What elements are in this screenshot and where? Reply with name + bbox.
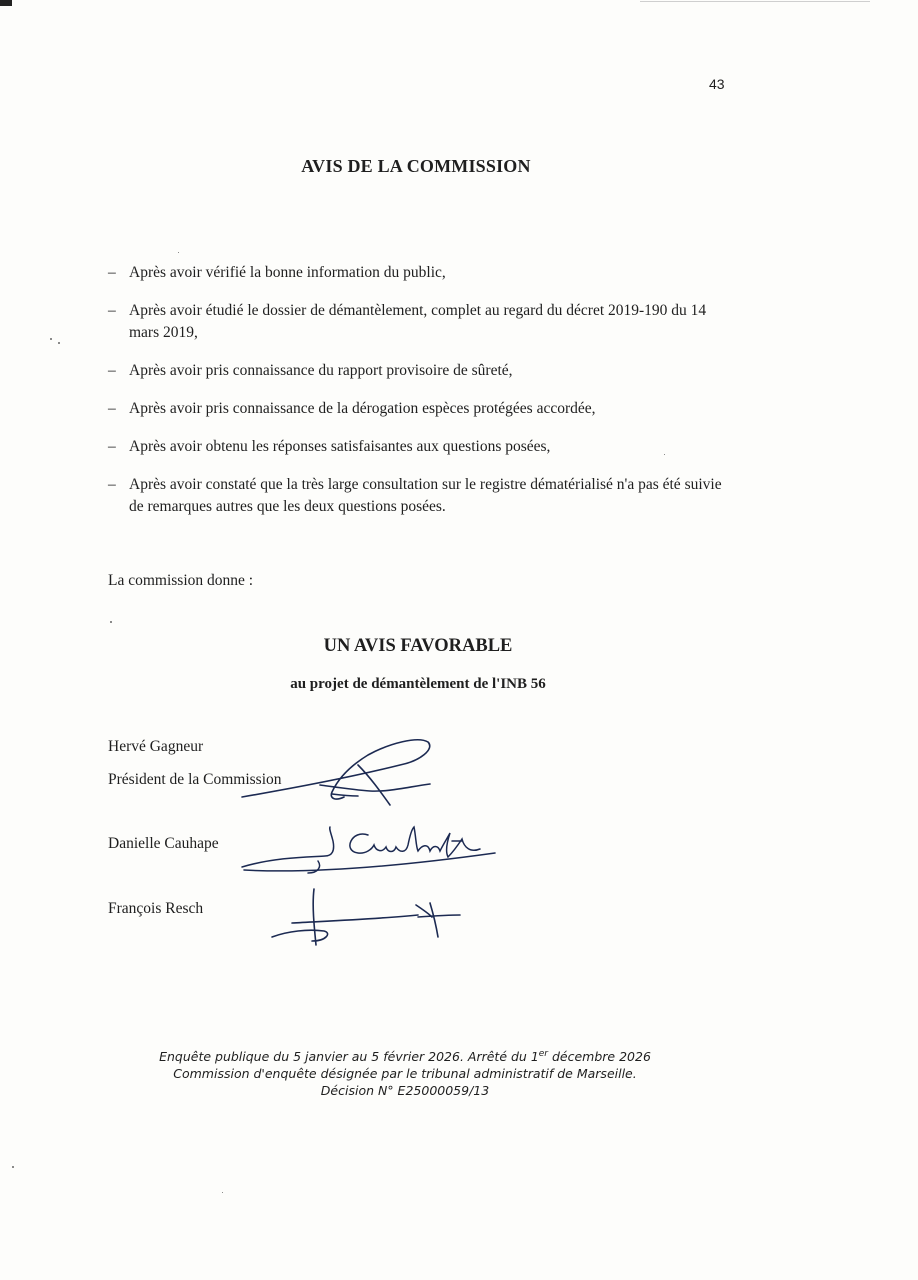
- bullet-dash: –: [108, 362, 116, 379]
- list-item: [108, 300, 733, 344]
- scan-speck: [12, 1166, 14, 1168]
- scan-speck: [178, 252, 179, 253]
- bullet-dash: –: [108, 264, 116, 281]
- footer-line-1: [0, 1046, 810, 1065]
- verdict-subtitle: au projet de démantèlement de l'INB 56: [290, 676, 546, 692]
- footer-line-1-sup: er: [538, 1049, 549, 1059]
- signature-gagneur: [240, 735, 450, 810]
- list-item: [108, 436, 733, 458]
- footer-line-1-suffix: décembre 2026: [548, 1049, 651, 1065]
- member-name-resch: François Resch: [108, 900, 204, 917]
- list-item: [108, 262, 733, 284]
- scan-speck: [110, 621, 112, 623]
- consideration-text: Après avoir pris connaissance de la dérogation espèces protégées accordée,: [129, 400, 596, 417]
- list-item: [108, 474, 733, 518]
- president-role: Président de la Commission: [108, 771, 282, 788]
- verdict-heading: UN AVIS FAVORABLE: [323, 636, 513, 656]
- bullet-dash: –: [108, 476, 116, 493]
- signature-resch: [268, 885, 468, 950]
- consideration-text: Après avoir vérifié la bonne information du public,: [129, 264, 446, 281]
- scan-speck: [222, 1192, 223, 1193]
- footer-line-1-prefix: Enquête publique du 5 janvier au 5 février 2026. Arrêté du 1: [159, 1049, 539, 1065]
- consideration-text: Après avoir étudié le dossier de démantèlement, complet au regard du décret 2019-190 du 14 mars 2019,: [129, 302, 707, 341]
- document-footer: [0, 1046, 810, 1099]
- president-name: Hervé Gagneur: [108, 738, 204, 755]
- bullet-dash: –: [108, 302, 116, 319]
- consideration-text: Après avoir pris connaissance du rapport provisoire de sûreté,: [129, 362, 513, 379]
- list-item: [108, 398, 733, 420]
- scan-speck: [664, 454, 665, 455]
- scan-speck: [58, 342, 60, 344]
- member-name-cauhape: Danielle Cauhape: [108, 835, 219, 852]
- commission-intro: La commission donne :: [108, 572, 254, 589]
- footer-line-3: Décision N° E25000059/13: [320, 1083, 490, 1099]
- bullet-dash: –: [108, 400, 116, 417]
- consideration-text: Après avoir constaté que la très large consultation sur le registre dématérialisé n'a pas été suivie de remarques autres que les deux questions posées.: [129, 476, 722, 515]
- scan-speck: [50, 338, 52, 340]
- consideration-text: Après avoir obtenu les réponses satisfaisantes aux questions posées,: [129, 438, 551, 455]
- page-title: AVIS DE LA COMMISSION: [301, 156, 531, 176]
- scan-edge-line: [640, 1, 870, 2]
- signature-cauhape: [240, 823, 505, 878]
- scan-corner-mark: [0, 0, 12, 6]
- list-item: [108, 360, 733, 382]
- footer-line-2: Commission d'enquête désignée par le tribunal administratif de Marseille.: [173, 1066, 637, 1082]
- page-number: 43: [709, 76, 725, 92]
- bullet-dash: –: [108, 438, 116, 455]
- considerations-list: [108, 262, 733, 534]
